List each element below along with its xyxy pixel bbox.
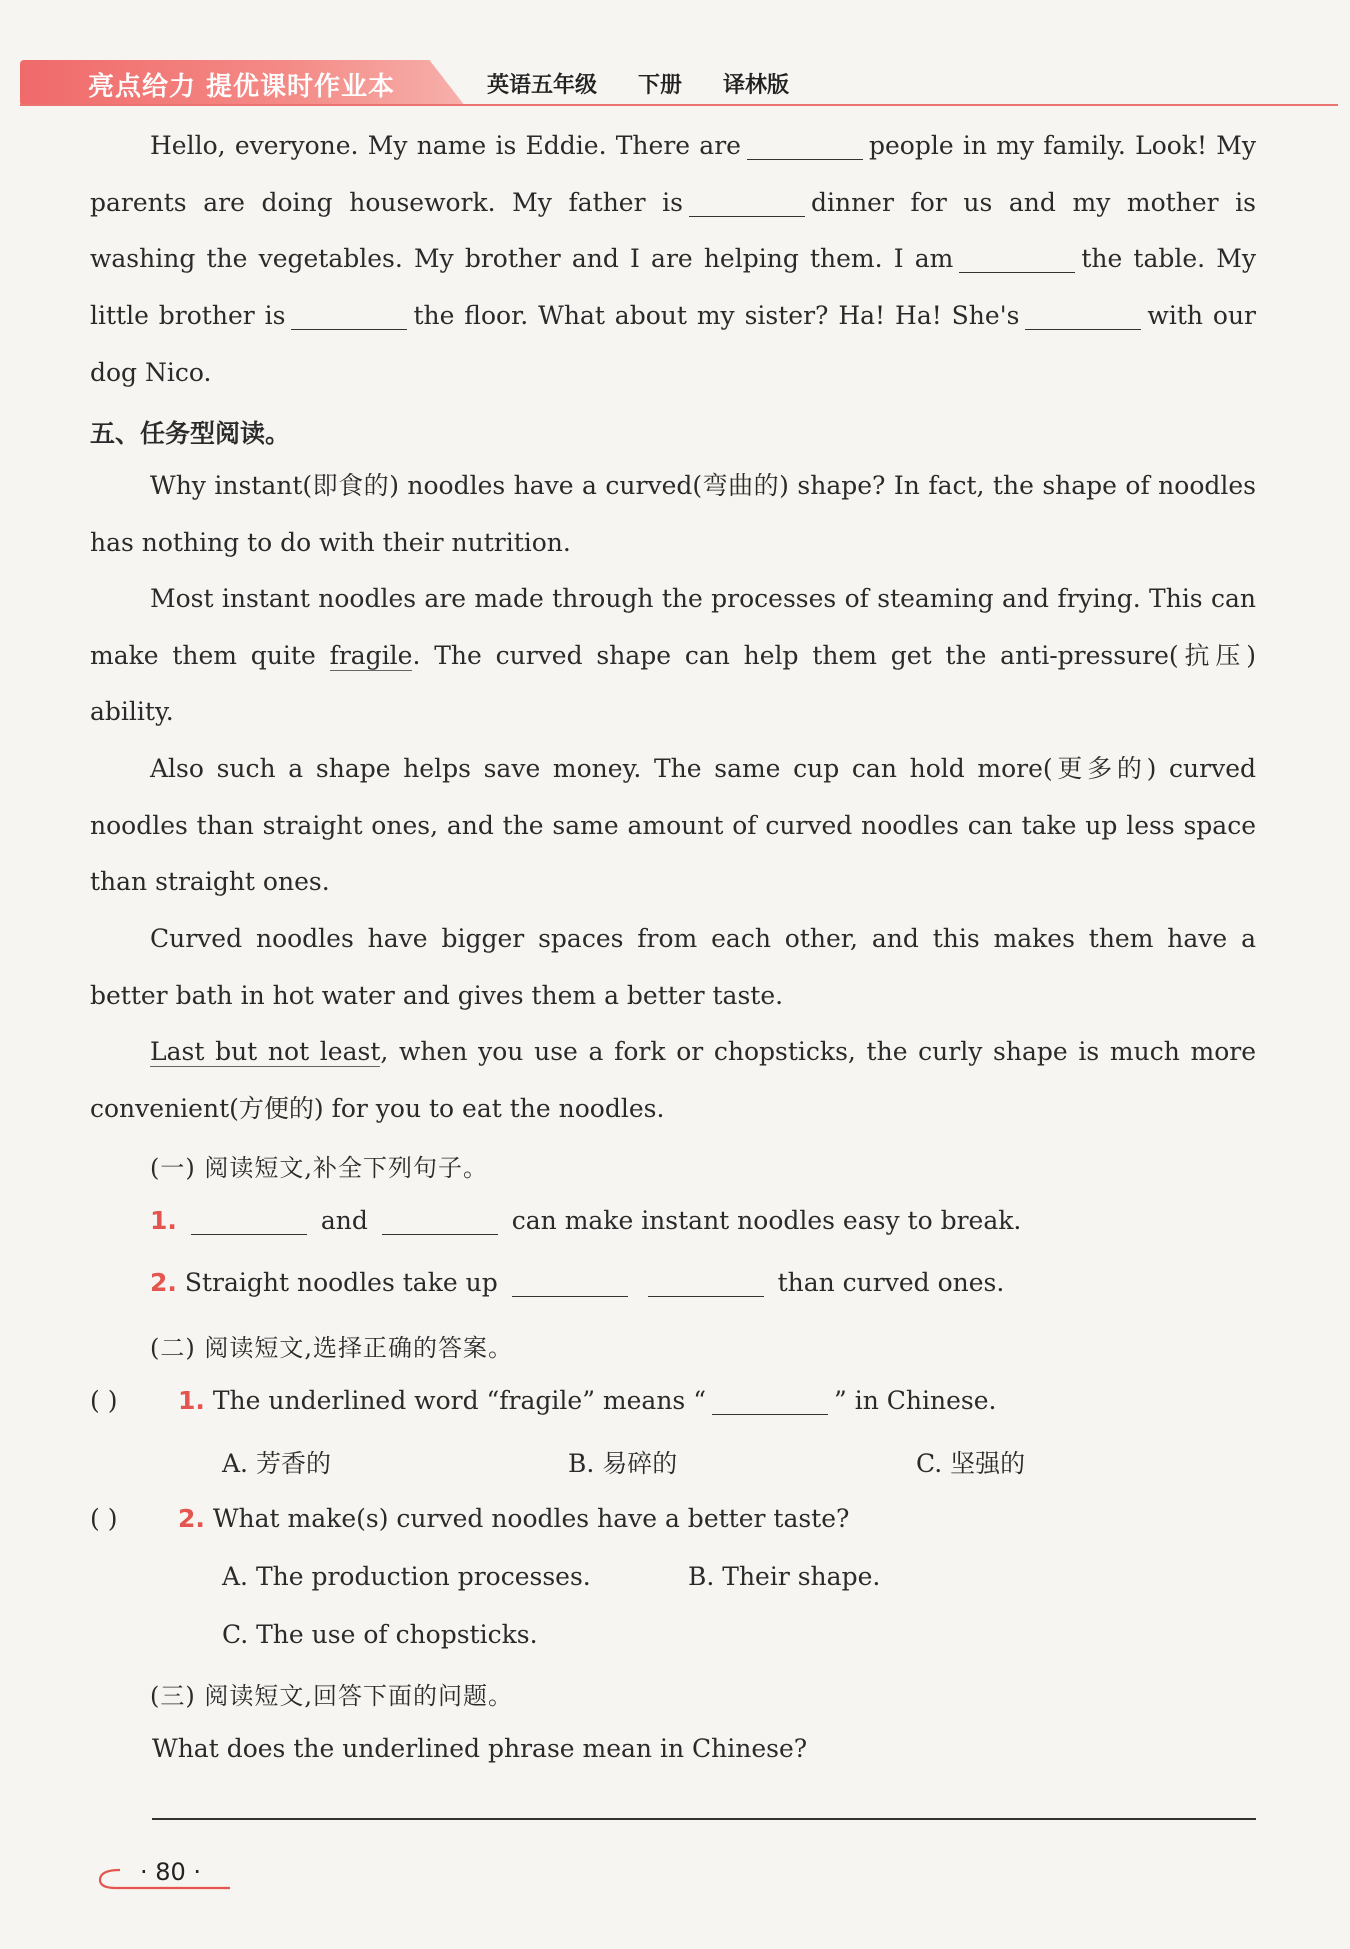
cloze-text: people in my family. Look! xyxy=(868,131,1208,160)
answer-blank[interactable] xyxy=(382,1210,498,1235)
option-c[interactable]: C. The use of chopsticks. xyxy=(222,1620,538,1649)
option-b[interactable]: B. 易碎的 xyxy=(568,1449,678,1478)
section-title: 五、任务型阅读。 xyxy=(90,419,291,448)
question-number: 2. xyxy=(178,1504,205,1533)
cloze-text: Hello, everyone. My name is Eddie. There are xyxy=(150,131,741,160)
reading-paragraph-2 xyxy=(90,571,1256,741)
question-text: Straight noodles take up xyxy=(184,1268,498,1297)
cloze-text: the table. My xyxy=(1081,244,1256,274)
answer-blank[interactable] xyxy=(747,135,863,160)
underlined-phrase: Last but not least xyxy=(150,1037,381,1066)
question-text: ” in Chinese. xyxy=(834,1386,997,1415)
part-a-title: (一) 阅读短文,补全下列句子。 xyxy=(150,1154,488,1182)
header-title: 亮点给力 提优课时作业本 xyxy=(88,72,396,102)
part-c-title: (三) 阅读短文,回答下面的问题。 xyxy=(150,1682,513,1710)
question-text: and xyxy=(320,1206,368,1235)
option-a[interactable]: A. 芳香的 xyxy=(222,1449,331,1478)
part-b-question-2 xyxy=(178,1504,849,1533)
reading-paragraph-1 xyxy=(90,458,1256,571)
question-text: can make instant noodles easy to break. xyxy=(511,1206,1022,1235)
answer-blank[interactable] xyxy=(1025,305,1141,330)
page-number: · 80 · xyxy=(140,1858,202,1886)
answer-blank[interactable] xyxy=(291,305,407,330)
option-b[interactable]: B. Their shape. xyxy=(688,1562,881,1591)
reading-paragraph-3 xyxy=(90,741,1256,911)
option-c[interactable]: C. 坚强的 xyxy=(916,1449,1026,1478)
cloze-text: My parents are doing housework. My father is xyxy=(90,131,1256,217)
part-b-question-1 xyxy=(178,1386,996,1415)
part-a-question-1 xyxy=(150,1206,1021,1235)
question-text: The underlined word “fragile” means “ xyxy=(212,1386,706,1415)
part-c-question: What does the underlined phrase mean in Chinese? xyxy=(152,1734,808,1763)
answer-line[interactable] xyxy=(152,1818,1256,1820)
question-text: What make(s) curved noodles have a better taste? xyxy=(212,1504,850,1533)
cloze-text: little brother is xyxy=(90,301,286,331)
paragraph-text: Also such a shape helps save money. The same cup can hold more(更多的) curved noodles than straight ones, and the same amount of curved noodles can take up less space than straight ones. xyxy=(90,754,1256,897)
cloze-text: the floor. What about my sister? Ha! Ha! She's xyxy=(413,301,1020,331)
paragraph-text: Why instant(即食的) noodles have a curved(弯曲的) shape? In fact, the shape of noodles has nothing to do with their nutrition. xyxy=(90,471,1256,557)
paragraph-text: Curved noodles have bigger spaces from each other, and this makes them have a better bath in hot water and gives them a better taste. xyxy=(90,924,1256,1010)
answer-blank[interactable] xyxy=(648,1272,764,1297)
question-text: than curved ones. xyxy=(777,1268,1005,1297)
cloze-text: dinner for us and my mother is xyxy=(810,187,1256,217)
answer-blank[interactable] xyxy=(512,1272,628,1297)
answer-blank[interactable] xyxy=(689,192,805,217)
cloze-text: with xyxy=(1147,301,1203,331)
paragraph-text: Most instant noodles are made through the processes of steaming and frying. This can make them quite xyxy=(90,584,1256,670)
reading-paragraph-4 xyxy=(90,911,1256,1024)
answer-bracket-1[interactable]: ( ) xyxy=(90,1386,118,1415)
question-number: 2. xyxy=(150,1268,177,1297)
cloze-text: washing the vegetables. My brother and I are helping them. I am xyxy=(90,244,954,274)
header-subtitle: 英语五年级 下册 译林版 xyxy=(487,73,789,98)
question-number: 1. xyxy=(150,1206,177,1235)
option-a[interactable]: A. The production processes. xyxy=(222,1562,591,1591)
answer-blank[interactable] xyxy=(191,1210,307,1235)
cloze-text: our dog Nico. xyxy=(90,301,1256,387)
paragraph-text: . The curved shape can help them get the anti-pressure(抗压) ability. xyxy=(90,640,1257,727)
part-b-title: (二) 阅读短文,选择正确的答案。 xyxy=(150,1334,513,1362)
underlined-word: fragile xyxy=(329,640,413,670)
part-a-question-2 xyxy=(150,1268,1004,1297)
question-number: 1. xyxy=(178,1386,205,1415)
answer-blank[interactable] xyxy=(712,1390,828,1415)
paragraph-text: , when you use a fork or chopsticks, the curly shape is much more convenient(方便的) for you to eat the noodles. xyxy=(90,1037,1256,1123)
answer-blank[interactable] xyxy=(959,248,1075,273)
answer-bracket-2[interactable]: ( ) xyxy=(90,1504,118,1533)
reading-paragraph-5 xyxy=(90,1024,1256,1137)
header-rule xyxy=(20,104,1338,106)
cloze-passage xyxy=(90,118,1256,402)
